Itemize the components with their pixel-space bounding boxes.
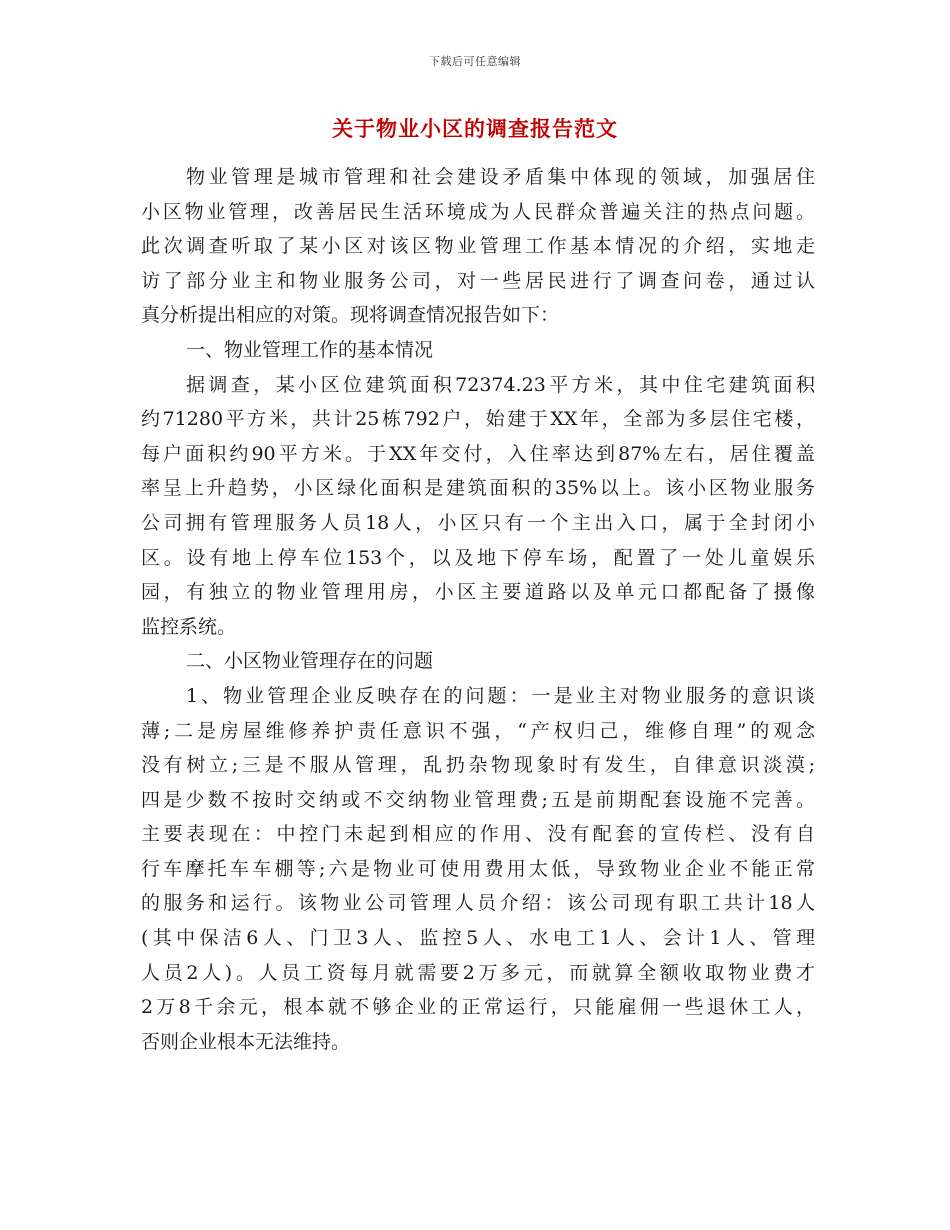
text-line: 区。设有地上停车位153个，以及地下停车场，配置了一处儿童娱乐	[141, 546, 815, 569]
text-line: 2万8千余元，根本就不够企业的正常运行，只能雇佣一些退休工人，	[141, 996, 815, 1019]
text-line: (其中保洁6人、门卫3人、监控5人、水电工1人、会计1人、管理	[141, 927, 815, 950]
text-line: 薄;二是房屋维修养护责任意识不强，“产权归己，维修自理”的观念	[141, 719, 815, 742]
text-line: 小区物业管理，改善居民生活环境成为人民群众普遍关注的热点问题。	[141, 200, 815, 223]
header-note: 下载后可任意编辑	[429, 55, 521, 68]
text-line: 约71280平方米，共计25栋792户，始建于XX年，全部为多层住宅楼，	[141, 408, 815, 431]
text-line: 公司拥有管理服务人员18人，小区只有一个主出入口，属于全封闭小	[141, 511, 815, 534]
text-line: 园，有独立的物业管理用房，小区主要道路以及单元口都配备了摄像	[141, 581, 815, 604]
text-line: 人员2人)。人员工资每月就需要2万多元，而就算全额收取物业费才	[141, 961, 815, 984]
text-line: 此次调查听取了某小区对该区物业管理工作基本情况的介绍，实地走	[141, 235, 815, 258]
text-line: 率呈上升趋势，小区绿化面积是建筑面积的35%以上。该小区物业服务	[141, 477, 815, 500]
text-line: 行车摩托车车棚等;六是物业可使用费用太低，导致物业企业不能正常	[141, 857, 815, 880]
text-line: 访了部分业主和物业服务公司，对一些居民进行了调查问卷，通过认	[141, 269, 815, 292]
text-line: 二、小区物业管理存在的问题	[186, 650, 434, 673]
text-line: 否则企业根本无法维持。	[141, 1030, 351, 1053]
document-title: 关于物业小区的调查报告范文	[332, 116, 618, 141]
text-line: 的服务和运行。该物业公司管理人员介绍：该公司现有职工共计18人	[141, 892, 815, 915]
text-line: 据调查，某小区位建筑面积72374.23平方米，其中住宅建筑面积	[186, 373, 815, 396]
body-text	[141, 160, 815, 1059]
text-line: 每户面积约90平方米。于XX年交付，入住率达到87%左右，居住覆盖	[141, 442, 815, 465]
text-line: 四是少数不按时交纳或不交纳物业管理费;五是前期配套设施不完善。	[141, 788, 815, 811]
text-line: 没有树立;三是不服从管理，乱扔杂物现象时有发生，自律意识淡漠;	[141, 754, 815, 777]
text-line: 监控系统。	[141, 615, 237, 638]
text-line: 1、物业管理企业反映存在的问题：一是业主对物业服务的意识谈	[186, 684, 815, 707]
text-line: 物业管理是城市管理和社会建设矛盾集中体现的领域，加强居住	[186, 166, 815, 188]
text-line: 主要表现在：中控门未起到相应的作用、没有配套的宣传栏、没有自	[141, 823, 815, 846]
text-line: 真分析提出相应的对策。现将调查情况报告如下：	[141, 304, 560, 327]
text-line: 一、物业管理工作的基本情况	[186, 338, 434, 361]
